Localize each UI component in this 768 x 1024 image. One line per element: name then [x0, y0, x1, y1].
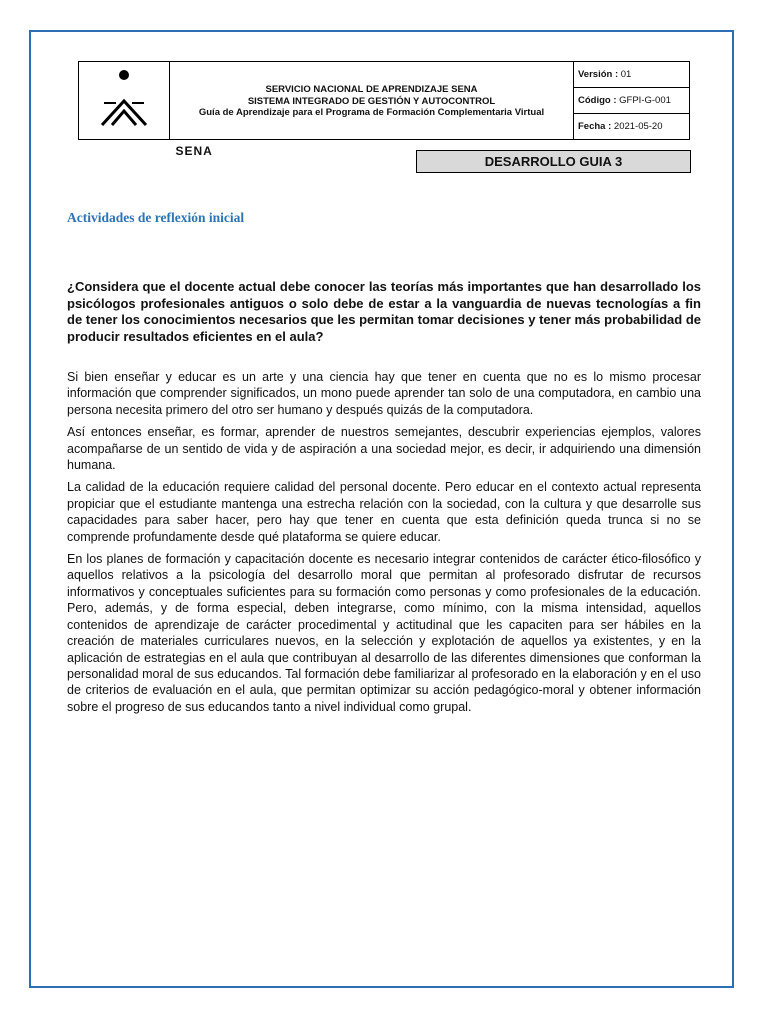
guide-title-box: DESARROLLO GUIA 3 — [416, 150, 691, 173]
paragraph-1: Si bien enseñar y educar es un arte y una ciencia hay que tener en cuenta que no es lo mismo procesar información que comprender significados, un mono puede aprender tan solo de una computadora, en cambio una persona necesita primero del otro ser humano y después quizás de la computadora. — [67, 370, 701, 417]
paragraph-4: En los planes de formación y capacitación docente es necesario integrar contenidos de carácter ético-filosófico y aquellos relativos a la psicología del desarrollo moral que permitan al profesorado disfrutar de recursos informativos y conceptuales suficientes para su formación como personas y como profesionales de la educación. Pero, además, y de forma especial, deben integrarse, como mínimo, con la misma intensidad, aquellos contenidos de aprendizaje de carácter procedimental y actitudinal que les capaciten para ser hábiles en la creación de materiales curriculares nuevos, en la selección y explotación de aquellos ya existentes, y en la aplicación de estrategias en el aula que contribuyan al desarrollo de las diferentes dimensiones que conforman la personalidad moral de sus educandos. Tal formación debe familiarizar al profesorado en la elaboración y en el uso de criterios de evaluación en el aula, que permitan optimizar su acción pedagógico-moral y obtener información sobre el progreso de sus educandos tanto a nivel individual como grupal. — [67, 552, 701, 714]
version-cell — [574, 62, 690, 88]
header-title-line1: SERVICIO NACIONAL DE APRENDIZAJE SENA — [265, 84, 478, 96]
logo-text: SENA — [175, 143, 213, 158]
code-label: Código : — [578, 95, 617, 106]
header-title-line2: SISTEMA INTEGRADO DE GESTIÓN Y AUTOCONTROL — [247, 95, 496, 107]
code-value: GFPI-G-001 — [619, 95, 671, 106]
section-title: Actividades de reflexión inicial — [67, 210, 245, 225]
version-value: 01 — [620, 69, 632, 80]
logo-cell — [79, 62, 213, 158]
body-text — [67, 369, 701, 721]
paragraph-3: La calidad de la educación requiere calidad del personal docente. Pero educar en el contexto actual representa propiciar que el estudiante mantenga una estrecha relación con la sociedad, con la cultura y que desarrolle sus capacidades para saber hacer, pero hay que tener en cuenta que esta definición queda trunca si no se comprende profundamente desde qué plataforma se quiere educar. — [67, 480, 701, 544]
date-cell — [574, 114, 690, 140]
header-title-line3: Guía de Aprendizaje para el Programa de Formación Complementaria Virtual — [198, 107, 545, 119]
paragraph-2: Así entonces enseñar, es formar, aprender de nuestros semejantes, descubrir experiencias ejemplos, valores acompañarse de un sentido de vida y de aspiración a una sociedad mejor, es decir, ir adquiriendo una dimensión humana. — [67, 425, 701, 473]
reflection-question: ¿Considera que el docente actual debe conocer las teorías más importantes que han desarrollado los psicólogos profesionales antiguos o solo debe de estar a la vanguardia de nuevas tecnologías a fin de tener los conocimientos necesarios que les permitan tomar decisiones y tener más probabilidad de producir resultados eficientes en el aula? — [67, 279, 701, 344]
header-title-cell — [170, 62, 574, 140]
version-label: Versión : — [578, 69, 619, 80]
code-cell — [574, 88, 690, 114]
document-header-table — [78, 61, 690, 158]
date-label: Fecha : — [578, 121, 612, 132]
date-value: 2021-05-20 — [613, 121, 663, 132]
sena-logo-icon — [94, 67, 154, 129]
